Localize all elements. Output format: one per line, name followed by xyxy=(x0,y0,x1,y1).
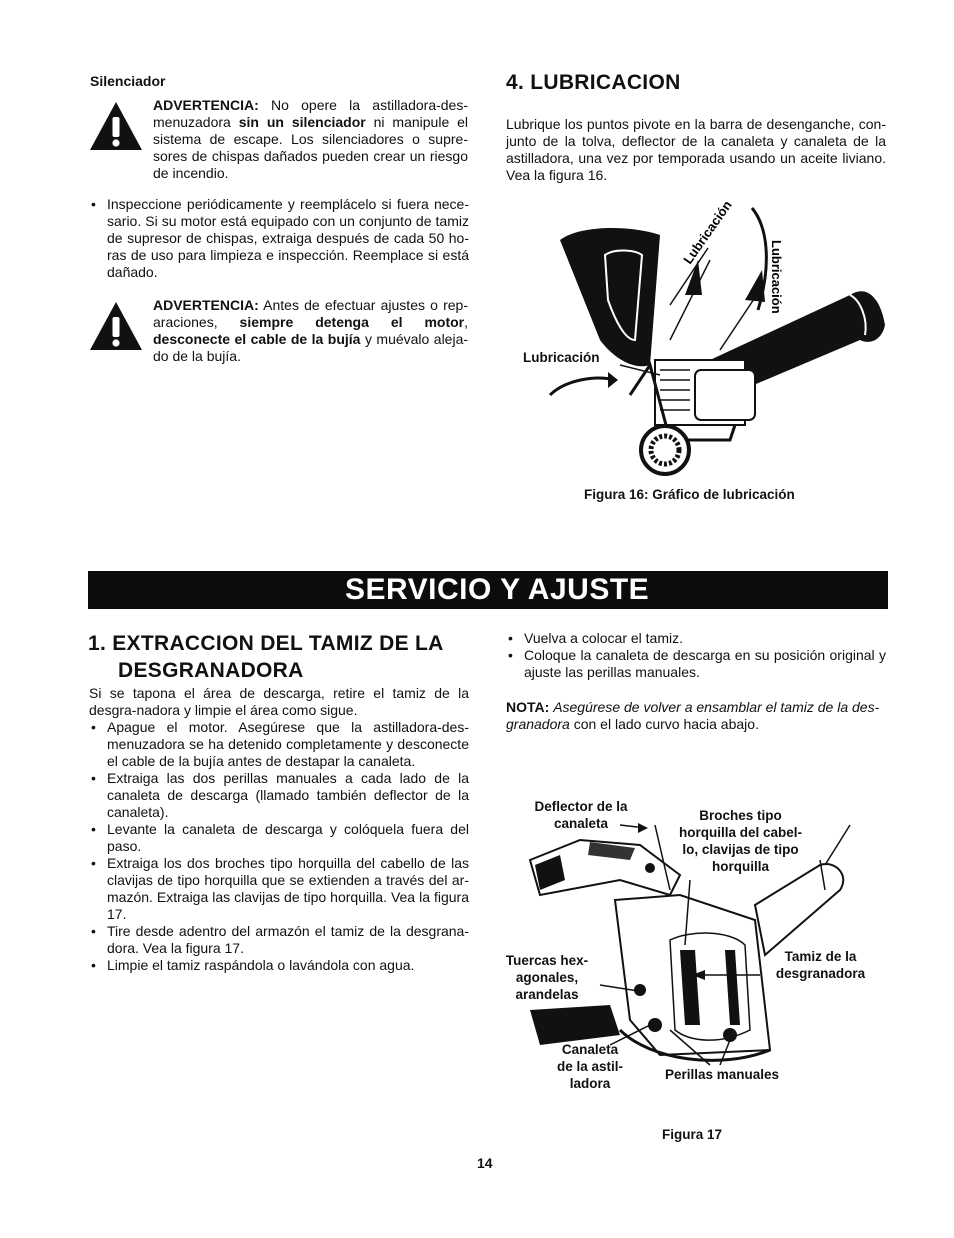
warning-label: ADVERTENCIA: xyxy=(153,297,259,313)
label-broches xyxy=(668,807,813,875)
label-line: agonales, xyxy=(515,970,579,985)
figure16-caption: Figura 16: Gráfico de lubricación xyxy=(584,487,795,502)
page-number: 14 xyxy=(477,1155,493,1171)
label-line: Canaleta xyxy=(561,1042,619,1057)
label-line: lo, clavijas de tipo xyxy=(682,842,799,857)
label-line: Deflector de la xyxy=(534,799,628,814)
label-perillas: Perillas manuales xyxy=(665,1067,780,1082)
label-canaleta xyxy=(545,1041,635,1092)
section-banner: SERVICIO Y AJUSTE xyxy=(88,571,888,609)
list-item: • Coloque la canaleta de descarga en su posición original y ajuste las perillas manuales. xyxy=(506,647,886,681)
nota-label: NOTA: xyxy=(506,699,550,715)
warning-muffler xyxy=(153,97,468,182)
list-item: • Vuelva a colocar el tamiz. xyxy=(506,630,886,647)
nota-text: con el lado curvo hacia abajo. xyxy=(573,716,759,732)
separator: , xyxy=(464,314,468,330)
label-line: canaleta xyxy=(553,816,609,831)
warning-triangle-icon xyxy=(88,100,144,152)
heading-line: 1. EXTRACCION DEL TAMIZ DE LA xyxy=(88,632,444,655)
extraccion-steps xyxy=(89,719,469,974)
warning-spark-plug xyxy=(153,297,468,365)
list-item: • Tire desde adentro del armazón el tamiz de la desgrana-dora. Vea la figura 17. xyxy=(89,923,469,957)
list-item: • Inspeccione periódicamente y reemplácelo si fuera nece-sario. Si su motor está equipado con un conjunto de tamiz de supresor de chispas, extraiga después de cada 50 ho-ras de uso para limpieza e inspección. Reemplace si está dañado. xyxy=(89,196,469,281)
label-line: arandelas xyxy=(515,987,579,1002)
lubrication-diagram xyxy=(520,197,890,480)
label-deflector xyxy=(526,798,636,832)
warning-text-end: ni manipule el sistema de escape. Los silenciadores o supre-sores de chispas dañados pueden crear un riesgo de incendio. xyxy=(153,114,469,181)
warning-text: No opere la astilladora-des-menuzadora xyxy=(153,97,469,130)
label-line: desgranadora xyxy=(775,966,866,981)
warning-bold: siempre detenga el motor xyxy=(239,314,465,330)
label-tamiz xyxy=(768,948,873,982)
list-item: • Limpie el tamiz raspándola o lavándola con agua. xyxy=(89,957,469,974)
lubricacion-heading: 4. LUBRICACION xyxy=(506,71,681,94)
list-item: • Extraiga los dos broches tipo horquilla del cabello de las clavijas de tipo horquilla que se extienden a través del ar-mazón. Extraiga las clavijas de tipo horquilla. Vea la figura 17. xyxy=(89,855,469,923)
figure17-caption: Figura 17 xyxy=(662,1127,723,1142)
reassembly-steps xyxy=(506,630,886,681)
label-line: Tamiz de la xyxy=(784,949,857,964)
label-line: horquilla xyxy=(712,859,769,874)
label-line: ladora xyxy=(569,1076,611,1091)
warning-label: ADVERTENCIA: xyxy=(153,97,259,113)
label-line: horquilla del cabel- xyxy=(678,825,803,840)
extraccion-heading xyxy=(88,630,444,684)
lubricacion-body: Lubrique los puntos pivote en la barra de desenganche, con-junto de la tolva, deflector de la canaleta y canaleta de la astilladora, una vez por temporada usando un aceite liviano. Vea la figura 16. xyxy=(506,116,886,183)
label-tuercas xyxy=(497,952,597,1003)
nota-italic: Asegúrese de volver a ensamblar el tamiz de la des-granadora xyxy=(506,699,880,732)
lubrication-label-top: Lubricación xyxy=(680,197,735,267)
muffler-bullets xyxy=(89,196,469,281)
list-item: • Apague el motor. Asegúrese que la astilladora-des-menuzadora se ha detenido completamente y desconecte el cable de la bujía antes de destapar la canaleta. xyxy=(89,719,469,770)
heading-line: DESGRANADORA xyxy=(118,659,304,682)
list-item: • Extraiga las dos perillas manuales a cada lado de la canaleta de descarga (llamado también deflector de la canaleta). xyxy=(89,770,469,821)
warning-text-end: y muévalo aleja-do de la bujía. xyxy=(153,331,469,364)
extraccion-intro: Si se tapona el área de descarga, retire el tamiz de la desgra-nadora y limpie el área como sigue. xyxy=(89,685,469,718)
lubrication-label-right: Lubricación xyxy=(769,240,784,314)
warning-text: Antes de efectuar ajustes o rep-araciones, xyxy=(153,297,468,330)
warning-bold: sin un silenciador xyxy=(238,114,366,130)
label-line: de la astil- xyxy=(556,1059,624,1074)
warning-triangle-icon xyxy=(88,300,144,352)
label-line: Tuercas hex- xyxy=(505,953,589,968)
lubrication-label-left: Lubricación xyxy=(523,350,600,365)
warning-bold: desconecte el cable de la bujía xyxy=(153,331,361,347)
label-line: Broches tipo xyxy=(699,808,782,823)
silenciador-heading: Silenciador xyxy=(90,73,166,89)
nota xyxy=(506,699,886,733)
list-item: • Levante la canaleta de descarga y colóquela fuera del paso. xyxy=(89,821,469,855)
